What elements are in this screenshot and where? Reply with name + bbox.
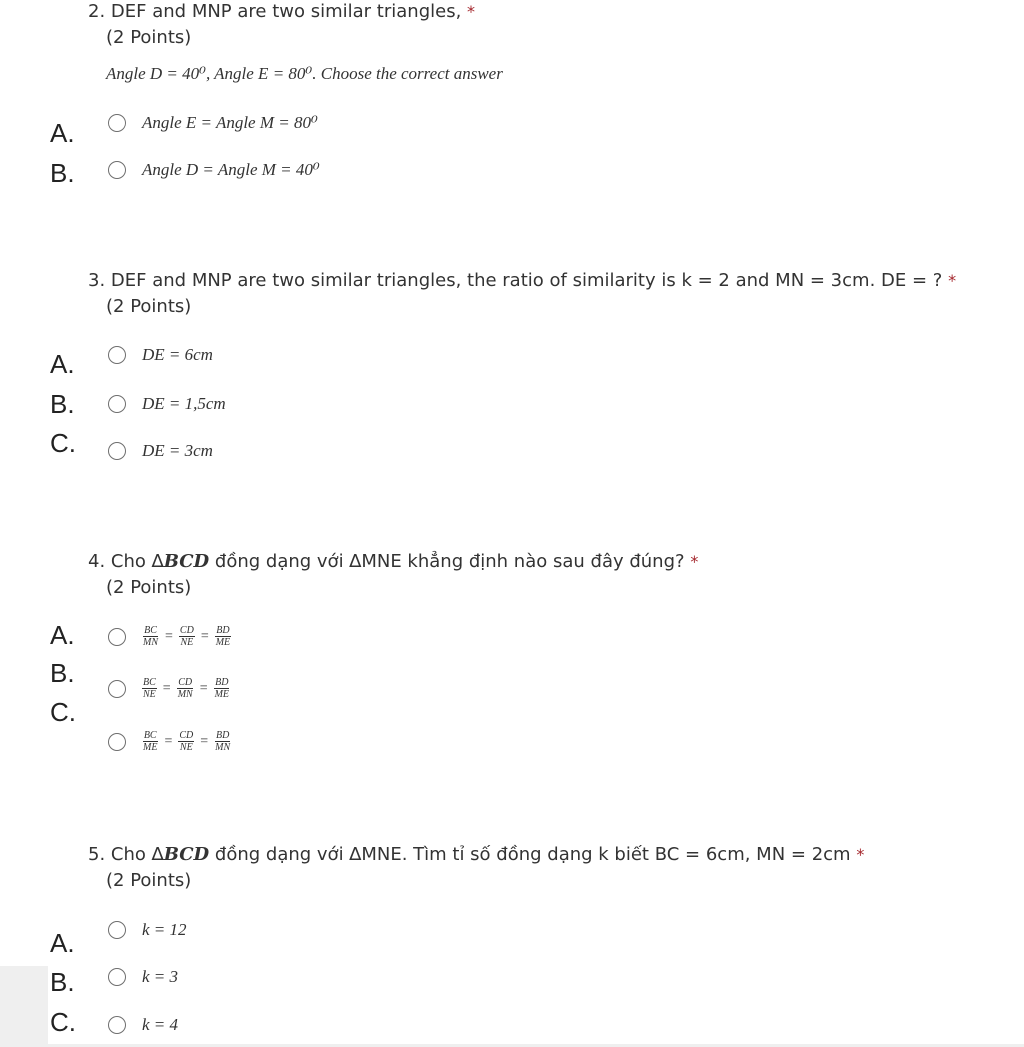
option-text: k = 3 [142, 967, 179, 986]
fraction [215, 625, 231, 648]
equals-sign: = [200, 628, 209, 644]
radio-button[interactable] [108, 680, 126, 698]
question-3-title [88, 270, 956, 292]
numerator: CD [179, 625, 194, 636]
option-letter-c: C. [50, 428, 76, 458]
option-letter-c: C. [50, 1007, 76, 1037]
option-fraction-equation [142, 625, 231, 648]
denominator: MN [215, 742, 231, 753]
equals-sign: = [165, 628, 173, 644]
required-asterisk: * [856, 845, 865, 864]
option-text: Angle D = Angle M = 40⁰ [142, 160, 320, 179]
radio-button[interactable] [108, 395, 126, 413]
required-asterisk: * [948, 271, 957, 290]
question-4-points: (2 Points) [106, 577, 192, 598]
option-letter-a: A. [50, 620, 75, 650]
option-letter-b: B. [50, 389, 75, 419]
question-text: DEF and MNP are two similar triangles, the ratio of similarity is k = 2 and MN = 3cm. DE = ? [110, 270, 943, 291]
question-4-option-c[interactable] [108, 730, 231, 753]
numerator: BD [215, 677, 229, 688]
radio-button[interactable] [108, 114, 126, 132]
equals-sign: = [199, 680, 208, 696]
triangle-name: BCD [163, 844, 210, 865]
option-letter-b: B. [50, 967, 75, 997]
fraction [178, 730, 194, 753]
numerator: BD [216, 730, 230, 741]
question-number: 2. [88, 1, 106, 22]
equals-sign: = [162, 680, 171, 696]
fraction [142, 625, 159, 648]
numerator: BD [216, 625, 230, 636]
question-3-option-a[interactable] [108, 344, 213, 366]
question-2-option-a[interactable] [108, 112, 318, 134]
option-letter-c: C. [50, 697, 76, 727]
question-4-title [88, 551, 698, 573]
fraction [214, 730, 231, 753]
question-text-suffix: đồng dạng với ∆MNE. Tìm tỉ số đồng dạng k biết BC = 6cm, MN = 2cm [209, 844, 851, 865]
question-2-option-b[interactable] [108, 159, 320, 181]
question-5-option-c[interactable] [108, 1014, 178, 1036]
equals-sign: = [164, 733, 173, 749]
numerator: BC [144, 625, 157, 636]
option-text: Angle E = Angle M = 80⁰ [142, 113, 318, 132]
radio-button[interactable] [108, 346, 126, 364]
question-4-option-a[interactable] [108, 625, 231, 648]
option-text: DE = 1,5cm [142, 394, 226, 413]
option-letter-b: B. [50, 158, 75, 188]
radio-button[interactable] [108, 628, 126, 646]
fraction [142, 677, 157, 700]
option-letter-a: A. [50, 118, 75, 148]
question-number: 4. [88, 551, 106, 572]
option-text: k = 4 [142, 1015, 179, 1034]
radio-button[interactable] [108, 161, 126, 179]
question-5-option-b[interactable] [108, 966, 178, 988]
option-fraction-equation [142, 730, 231, 753]
question-2-title [88, 1, 475, 23]
question-text: DEF and MNP are two similar triangles, [110, 1, 462, 22]
option-letter-a: A. [50, 928, 75, 958]
question-3-points: (2 Points) [106, 296, 192, 317]
denominator: ME [215, 637, 231, 648]
numerator: CD [179, 730, 194, 741]
required-asterisk: * [467, 2, 476, 21]
equals-sign: = [200, 733, 209, 749]
question-4-option-b[interactable] [108, 677, 230, 700]
question-5-option-a[interactable] [108, 919, 187, 941]
denominator: NE [143, 689, 156, 700]
numerator: CD [178, 677, 193, 688]
question-3-option-c[interactable] [108, 440, 213, 462]
question-2-statement: Angle D = 40⁰, Angle E = 80⁰. Choose the correct answer [106, 64, 503, 83]
question-5-points: (2 Points) [106, 870, 192, 891]
denominator: ME [143, 742, 158, 753]
radio-button[interactable] [108, 442, 126, 460]
numerator: BC [143, 677, 156, 688]
fraction [214, 677, 230, 700]
triangle-name: BCD [163, 551, 210, 572]
left-gray-panel [0, 966, 48, 1047]
question-3-option-b[interactable] [108, 393, 226, 415]
option-text: DE = 6cm [142, 345, 213, 364]
radio-button[interactable] [108, 733, 126, 751]
question-number: 3. [88, 270, 106, 291]
denominator: NE [180, 637, 194, 648]
denominator: MN [143, 637, 158, 648]
option-fraction-equation [142, 677, 230, 700]
question-number: 5. [88, 844, 106, 865]
fraction [179, 625, 195, 648]
option-letter-a: A. [50, 349, 75, 379]
numerator: BC [143, 730, 157, 741]
option-letter-b: B. [50, 658, 75, 688]
question-2-points: (2 Points) [106, 27, 192, 48]
denominator: MN [177, 689, 193, 700]
radio-button[interactable] [108, 921, 126, 939]
denominator: ME [214, 689, 230, 700]
question-text-prefix: Cho ∆ [110, 551, 164, 572]
question-text-prefix: Cho ∆ [110, 844, 164, 865]
radio-button[interactable] [108, 1016, 126, 1034]
question-5-title [88, 844, 864, 866]
question-text-suffix: đồng dạng với ∆MNE khẳng định nào sau đây đúng? [209, 551, 685, 572]
required-asterisk: * [690, 552, 699, 571]
option-text: k = 12 [142, 920, 187, 939]
radio-button[interactable] [108, 968, 126, 986]
fraction [177, 677, 194, 700]
option-text: DE = 3cm [142, 441, 213, 460]
fraction [142, 730, 158, 753]
denominator: NE [179, 742, 193, 753]
